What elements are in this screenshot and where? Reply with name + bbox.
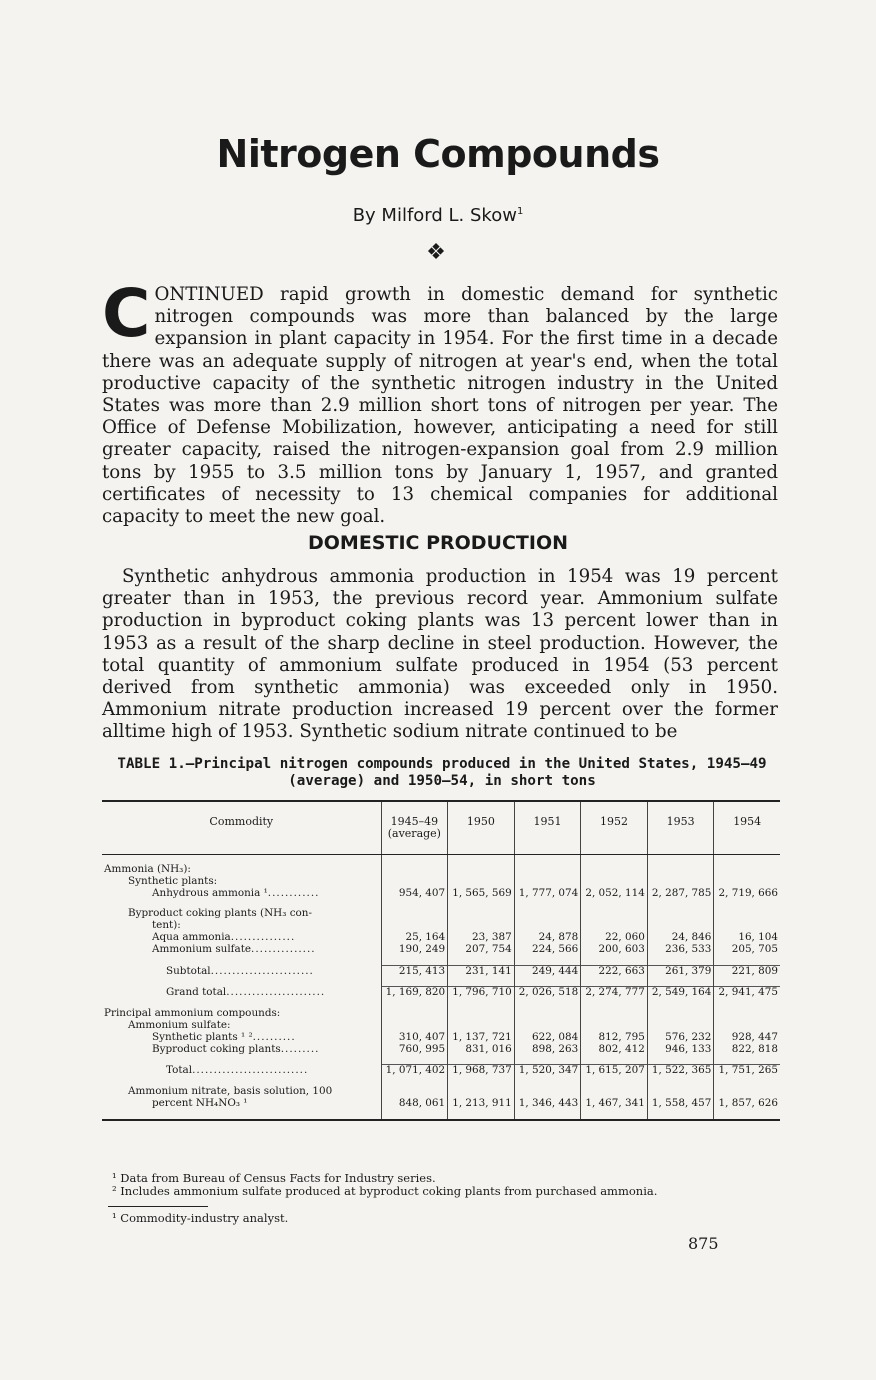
ornament-icon: ❖ [426,240,446,265]
cell: 1, 968, 737 [448,1065,515,1077]
footnote-2: ² Includes ammonium sulfate produced at byproduct coking plants from purchased ammonia. [112,1184,658,1198]
row-label-synthetic: Synthetic plants ¹ ².......... [152,1030,296,1043]
cell: 221, 809 [714,965,780,977]
cell: 190, 249 [381,944,448,956]
row-label-byproduct: Byproduct coking plants (NH₃ con- [128,907,312,920]
cell: 2, 549, 164 [647,987,714,999]
cell: 222, 663 [581,965,648,977]
row-label-total: Total........................... [166,1064,309,1077]
cell: 760, 995 [381,1044,448,1056]
cell: 23, 387 [448,932,515,944]
cell: 812, 795 [581,1032,648,1044]
drop-cap: C [102,275,151,352]
cell: 261, 379 [647,965,714,977]
author-name: By Milford L. Skow [352,205,517,226]
cell: 576, 232 [647,1032,714,1044]
table-header-row [102,801,780,855]
table-row [102,888,780,900]
cell: 22, 060 [581,932,648,944]
table-row [102,1044,780,1056]
cell: 25, 164 [381,932,448,944]
col-header-1952: 1952 [581,801,648,855]
row-label-nitrate-percent: percent NH₄NO₃ ¹ [152,1096,248,1109]
cell: 1, 777, 074 [514,888,581,900]
table-caption-line2: (average) and 1950–54, in short tons [288,773,596,789]
cell: 2, 274, 777 [581,987,648,999]
cell: 200, 603 [581,944,648,956]
cell: 1, 137, 721 [448,1032,515,1044]
table-row [102,944,780,956]
cell: 249, 444 [514,965,581,977]
row-label-grand-total: Grand total....................... [166,986,326,999]
cell: 1, 346, 443 [514,1098,581,1110]
cell: 1, 071, 402 [381,1065,448,1077]
cell: 224, 566 [514,944,581,956]
cell: 822, 818 [714,1044,780,1056]
production-paragraph: Synthetic anhydrous ammonia production in 1954 was 19 percent greater than in 1953, the previous record year. Ammonium sulfate production in byproduct coking plants was 13 percent lower than in 1953 as a result of the sharp decline in steel production. However, the total quantity of ammonium sulfate produced in 1954 (53 percent derived from synthetic ammonia) was exceeded only in 1950. Ammonium nitrate production increased 19 percent over the former alltime high of 1953. Synthetic sodium nitrate continued to be [102,566,778,743]
section-heading: DOMESTIC PRODUCTION [307,532,569,554]
row-label-ammonium-nitrate: Ammonium nitrate, basis solution, 100 [128,1085,333,1098]
cell: 2, 941, 475 [714,987,780,999]
cell: 898, 263 [514,1044,581,1056]
page-title: Nitrogen Compounds [216,132,660,176]
cell: 954, 407 [381,888,448,900]
cell: 236, 533 [647,944,714,956]
cell: 2, 287, 785 [647,888,714,900]
col-header-1945-49: 1945–49 (average) [381,801,448,855]
cell: 1, 213, 911 [448,1098,515,1110]
row-label-byproduct-cont: tent): [152,919,181,932]
row-label-synthetic-plants: Synthetic plants: [128,874,218,887]
cell: 622, 084 [514,1032,581,1044]
table-caption [102,756,782,790]
table-row [102,987,780,999]
footnote-1: ¹ Data from Bureau of Census Facts for Industry series. [112,1171,436,1185]
row-label-ammonium-sulfate: Ammonium sulfate............... [152,942,316,955]
cell: 310, 407 [381,1032,448,1044]
cell: 1, 467, 341 [581,1098,648,1110]
cell: 1, 751, 265 [714,1065,780,1077]
cell: 831, 016 [448,1044,515,1056]
col-header-commodity: Commodity [102,801,381,855]
table-row [102,965,780,977]
byline-footnote-marker: 1 [516,206,524,217]
cell: 946, 133 [647,1044,714,1056]
intro-paragraph [102,275,778,528]
cell: 231, 141 [448,965,515,977]
cell: 1, 558, 457 [647,1098,714,1110]
row-label-anhydrous: Anhydrous ammonia ¹............ [152,886,320,899]
cell: 1, 857, 626 [714,1098,780,1110]
cell: 1, 796, 710 [448,987,515,999]
col-header-1954: 1954 [714,801,780,855]
col-header-1953: 1953 [647,801,714,855]
col-header-1950: 1950 [448,801,515,855]
cell: 2, 719, 666 [714,888,780,900]
row-label-subtotal: Subtotal........................ [166,964,314,977]
cell: 2, 026, 518 [514,987,581,999]
cell: 16, 104 [714,932,780,944]
production-table-wrap [102,800,780,1121]
row-label-byproduct-coking: Byproduct coking plants......... [152,1042,320,1055]
table-row [102,1098,780,1110]
col-header-1951: 1951 [514,801,581,855]
cell: 1, 522, 365 [647,1065,714,1077]
table-row [102,908,780,920]
table-caption-line1: TABLE 1.—Principal nitrogen compounds produced in the United States, 1945–49 [117,756,767,772]
row-label-principal: Principal ammonium compounds: [104,1007,281,1020]
production-table [102,800,780,1121]
page-number: 875 [688,1234,719,1253]
cell: 802, 412 [581,1044,648,1056]
footnote-divider [108,1206,208,1207]
cell: 24, 878 [514,932,581,944]
byline [0,205,876,226]
cell: 928, 447 [714,1032,780,1044]
cell: 207, 754 [448,944,515,956]
cell: 205, 705 [714,944,780,956]
cell: 1, 520, 347 [514,1065,581,1077]
cell: 1, 169, 820 [381,987,448,999]
cell: 1, 565, 569 [448,888,515,900]
cell: 2, 052, 114 [581,888,648,900]
table-row [102,1065,780,1077]
row-label-ammonia: Ammonia (NH₃): [104,863,191,875]
cell: 215, 413 [381,965,448,977]
author-footnote: ¹ Commodity-industry analyst. [112,1211,289,1225]
cell: 848, 061 [381,1098,448,1110]
cell: 1, 615, 207 [581,1065,648,1077]
intro-text: ONTINUED rapid growth in domestic demand for synthetic nitrogen compounds was more than balanced by the large expansion in plant capacity in 1954. For the first time in a decade there was an adequate supply of nitrogen at year's end, when the total productive capacity of the synthetic nitrogen industry in the United States was more than 2.9 million short tons of nitrogen per year. The Office of Defense Mobilization, however, anticipating a need for still greater capacity, raised the nitrogen-expansion goal from 2.9 million tons by 1955 to 3.5 million tons by January 1, 1957, and granted certificates of necessity to 13 chemical companies for additional capacity to meet the new goal. [102,284,778,528]
row-label-aqua: Aqua ammonia............... [152,930,296,943]
cell: 24, 846 [647,932,714,944]
row-label-ammonium-sulfate-head: Ammonium sulfate: [128,1018,231,1031]
